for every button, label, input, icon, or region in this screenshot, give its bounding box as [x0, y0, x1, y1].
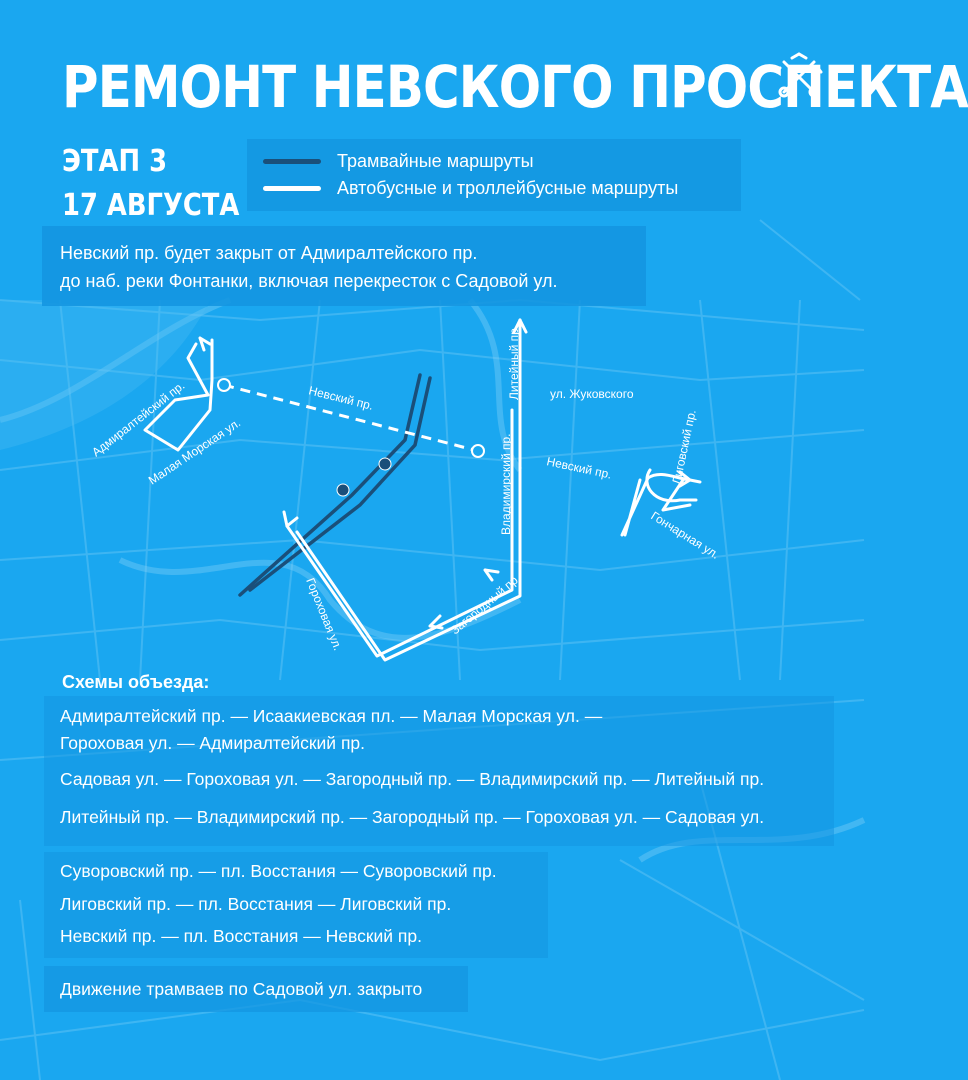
route-line-1: Адмиралтейский пр. — Исаакиевская пл. — Малая Морская ул. —: [60, 706, 603, 726]
stage-info: [62, 140, 239, 228]
route-line-3: Садовая ул. — Гороховая ул. — Загородный пр. — Владимирский пр. — Литейный пр.: [60, 769, 765, 789]
tram-stop-1: [379, 458, 391, 470]
legend-tram-label: Трамвайные маршруты: [337, 150, 534, 171]
bus-routes: [145, 320, 700, 660]
label-nevsky-2: Невский пр.: [545, 454, 613, 482]
page-title: РЕМОНТ НЕВСКОГО ПРОСПЕКТА: [62, 53, 968, 121]
spb-emblem-icon: [774, 52, 824, 102]
square-route-2: Лиговский пр. — пл. Восстания — Лиговский пр.: [60, 894, 452, 914]
square-route-3: Невский пр. — пл. Восстания — Невский пр.: [60, 926, 422, 946]
detour-arrow-4: [485, 570, 498, 580]
detour-routes-panel: [44, 696, 834, 846]
detour-admiralteysky-arrow: [200, 338, 210, 350]
closure-line-1: Невский пр. будет закрыт от Адмиралтейского пр.: [60, 243, 478, 263]
tram-routes: [240, 375, 430, 595]
detour-arrow-2: [284, 512, 297, 526]
square-route-1: Суворовский пр. — пл. Восстания — Суворовский пр.: [60, 861, 497, 881]
tram-line-swatch: [263, 159, 321, 164]
bus-line-swatch: [263, 186, 321, 191]
stage-date: 17 АВГУСТА: [62, 188, 240, 223]
tram-line-b: [250, 378, 430, 590]
legend-bus: [263, 176, 678, 200]
label-zagorodny: Загородный пр.: [447, 570, 524, 638]
detour-arrow-3: [430, 616, 442, 628]
tram-stop-2: [337, 484, 349, 496]
map-legend: [247, 139, 741, 211]
vosstaniya-routes-panel: [44, 852, 548, 958]
closure-start-marker: [218, 379, 230, 391]
stage-number: ЭТАП 3: [62, 144, 168, 179]
label-nevsky-1: Невский пр.: [307, 383, 375, 413]
label-ligovsky: Лиговский пр.: [669, 408, 699, 486]
label-gorokhovaya: Гороховая ул.: [303, 575, 346, 653]
label-malaya-morskaya: Малая Морская ул.: [145, 415, 244, 488]
tram-line-a: [240, 375, 420, 595]
detours-heading: Схемы объезда:: [62, 672, 210, 692]
closure-line-2: до наб. реки Фонтанки, включая перекресток с Садовой ул.: [60, 271, 558, 291]
route-line-2: Гороховая ул. — Адмиралтейский пр.: [60, 733, 366, 753]
closure-end-marker: [472, 445, 484, 457]
label-admiralteysky: Адмиралтейский пр.: [89, 378, 188, 460]
route-line-4: Литейный пр. — Владимирский пр. — Загородный пр. — Гороховая ул. — Садовая ул.: [60, 807, 765, 827]
tram-closure-note: Движение трамваев по Садовой ул. закрыто: [44, 966, 468, 1012]
label-liteyny: Литейный пр.: [507, 324, 521, 400]
legend-bus-label: Автобусные и троллейбусные маршруты: [337, 177, 679, 198]
closure-notice: [42, 226, 646, 306]
label-vladimirsky: Владимирский пр.: [499, 433, 513, 535]
label-goncharnaya: Гончарная ул.: [648, 508, 722, 562]
legend-tram: [263, 149, 534, 173]
label-zhukovskogo: ул. Жуковского: [550, 387, 634, 401]
detour-map: [0, 300, 864, 680]
